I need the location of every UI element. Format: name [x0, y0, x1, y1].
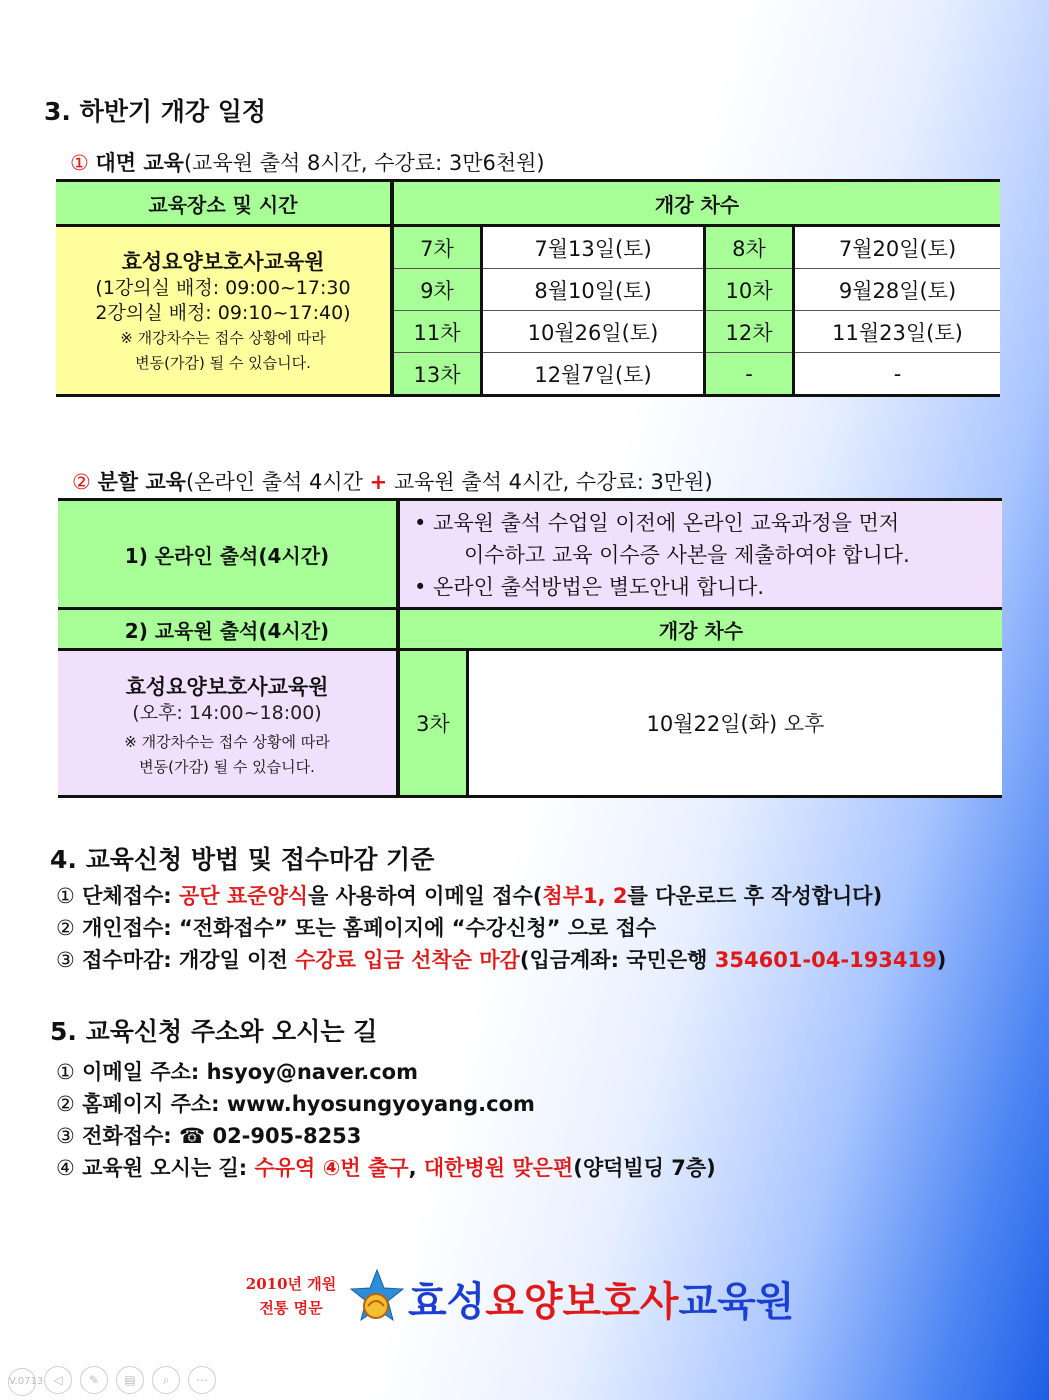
round-cell: -	[705, 353, 794, 396]
text: 교육원 오시는 길:	[82, 1156, 255, 1180]
org-name	[408, 1270, 794, 1327]
online-bullet-1a: • 교육원 출석 수업일 이전에 온라인 교육과정을 먼저	[414, 511, 900, 535]
circle-num-2: ②	[72, 470, 91, 494]
online-bullet-1	[414, 507, 992, 571]
date-cell: 7월13일(토)	[482, 226, 705, 269]
face-to-face-schedule-table	[56, 179, 1000, 397]
round-cell: 13차	[392, 353, 482, 396]
text: )	[936, 948, 947, 972]
note-line-2b: 변동(가감) 될 수 있습니다.	[139, 757, 315, 776]
place-name-2: 효성요양보호사교육원	[125, 674, 329, 699]
established-tag	[236, 1272, 346, 1320]
round-cell: 12차	[705, 311, 794, 353]
homepage-text: 홈페이지 주소: www.hyosungyoyang.com	[82, 1092, 535, 1116]
online-bullet-2: • 온라인 출석방법은 별도안내 합니다.	[414, 575, 765, 599]
highlight-text: 공단 표준양식	[179, 884, 309, 908]
org-name-a: 효성	[408, 1279, 486, 1325]
est-line-2: 전통 명문	[259, 1299, 323, 1317]
place-time-1: (1강의실 배정: 09:00~17:30	[95, 276, 351, 299]
sub2-rest-a: (온라인 출석 4시간	[185, 470, 370, 494]
place-cell-2	[58, 650, 398, 797]
sec5-line-4	[56, 1152, 716, 1182]
round-cell: 10차	[705, 269, 794, 311]
sec4-line-2	[56, 912, 656, 942]
round-cell: 8차	[705, 226, 794, 269]
highlight-text: 수유역 ④번 출구	[254, 1156, 409, 1180]
circle-num-1: ①	[70, 151, 89, 175]
sec5-line-1	[56, 1056, 418, 1086]
star-emblem-icon	[348, 1268, 406, 1326]
date-cell: 10월22일(화) 오후	[468, 650, 1003, 797]
head-rounds-2: 개강 차수	[398, 609, 1002, 650]
date-cell: 11월23일(토)	[794, 311, 1001, 353]
round-cell: 3차	[398, 650, 468, 797]
sub1-bold: 대면 교육	[95, 151, 184, 175]
sec5-line-2	[56, 1088, 535, 1118]
sec4-line-3	[56, 944, 946, 974]
subsection-1-heading	[70, 147, 545, 177]
zoom-icon[interactable]: ⌕	[152, 1366, 180, 1394]
subsection-2-heading	[72, 466, 713, 496]
head-place: 교육장소 및 시간	[56, 181, 392, 226]
phone-text: 전화접수: ☎ 02-905-8253	[82, 1124, 362, 1148]
version-badge[interactable]: V.0713	[8, 1368, 36, 1396]
note-line-2: 변동(가감) 될 수 있습니다.	[135, 353, 311, 372]
split-education-table	[58, 498, 1002, 798]
date-cell: -	[794, 353, 1001, 396]
online-label: 1) 온라인 출석(4시간)	[58, 500, 398, 609]
sec4-line-1	[56, 880, 882, 910]
circle-num: ①	[56, 1060, 75, 1084]
viewer-toolbar	[8, 1366, 224, 1396]
text: (양덕빌딩 7층)	[573, 1156, 716, 1180]
date-cell: 7월20일(토)	[794, 226, 1001, 269]
highlight-text: 수강료 입금 선착순 마감	[295, 948, 520, 972]
online-bullet-1b: 이수하고 교육 이수증 사본을 제출하여야 합니다.	[464, 543, 910, 567]
circle-num: ①	[56, 884, 75, 908]
org-name-c: 교육원	[678, 1279, 795, 1325]
circle-num: ③	[56, 1124, 75, 1148]
section-3-title: 3. 하반기 개강 일정	[44, 97, 267, 126]
highlight-text: 대한병원 맞은편	[423, 1156, 574, 1180]
text: 단체접수:	[82, 884, 179, 908]
more-icon[interactable]: ⋯	[188, 1366, 216, 1394]
text: 접수마감: 개강일 이전	[82, 948, 296, 972]
round-cell: 11차	[392, 311, 482, 353]
head-rounds: 개강 차수	[392, 181, 1000, 226]
section-5-title: 5. 교육신청 주소와 오시는 길	[50, 1017, 378, 1046]
text: (입금계좌: 국민은행	[519, 948, 715, 972]
note-line-1: ※ 개강차수는 접수 상황에 따라	[120, 328, 326, 347]
circle-num: ②	[56, 916, 75, 940]
org-name-b: 요양보호사	[485, 1279, 679, 1325]
sub2-bold: 분할 교육	[97, 470, 186, 494]
online-info	[398, 500, 1002, 609]
center-label: 2) 교육원 출석(4시간)	[58, 609, 398, 650]
sub1-rest: (교육원 출석 8시간, 수강료: 3만6천원)	[183, 151, 545, 175]
date-cell: 10월26일(토)	[482, 311, 705, 353]
circle-num: ②	[56, 1092, 75, 1116]
place-time-2: 2강의실 배정: 09:10~17:40)	[95, 301, 351, 324]
plus-sign: +	[369, 470, 388, 494]
email-text: 이메일 주소: hsyoy@naver.com	[82, 1060, 418, 1084]
highlight-text: 첨부1, 2	[542, 884, 628, 908]
footer-logo	[236, 1268, 796, 1328]
pages-icon[interactable]: ▤	[116, 1366, 144, 1394]
place-cell	[56, 226, 392, 396]
text: 개인접수: “전화접수” 또는 홈페이지에 “수강신청” 으로 접수	[82, 916, 657, 940]
text: ,	[408, 1156, 424, 1180]
sec5-line-3	[56, 1120, 361, 1150]
est-line-1: 2010년 개원	[245, 1275, 337, 1293]
text: 를 다운로드 후 작성합니다)	[627, 884, 883, 908]
sub2-rest-b: 교육원 출석 4시간, 수강료: 3만원)	[387, 470, 713, 494]
round-cell: 7차	[392, 226, 482, 269]
pen-icon[interactable]: ✎	[80, 1366, 108, 1394]
place-name: 효성요양보호사교육원	[121, 249, 325, 274]
section-4-title: 4. 교육신청 방법 및 접수마감 기준	[50, 845, 435, 874]
date-cell: 9월28일(토)	[794, 269, 1001, 311]
note-line-1b: ※ 개강차수는 접수 상황에 따라	[124, 732, 330, 751]
date-cell: 12월7일(토)	[482, 353, 705, 396]
account-number: 354601-04-193419	[714, 948, 937, 972]
circle-num: ④	[56, 1156, 75, 1180]
round-cell: 9차	[392, 269, 482, 311]
text: 을 사용하여 이메일 접수(	[308, 884, 543, 908]
place-time-pm: (오후: 14:00~18:00)	[132, 701, 322, 724]
back-icon[interactable]: ◁	[44, 1366, 72, 1394]
circle-num: ③	[56, 948, 75, 972]
date-cell: 8월10일(토)	[482, 269, 705, 311]
